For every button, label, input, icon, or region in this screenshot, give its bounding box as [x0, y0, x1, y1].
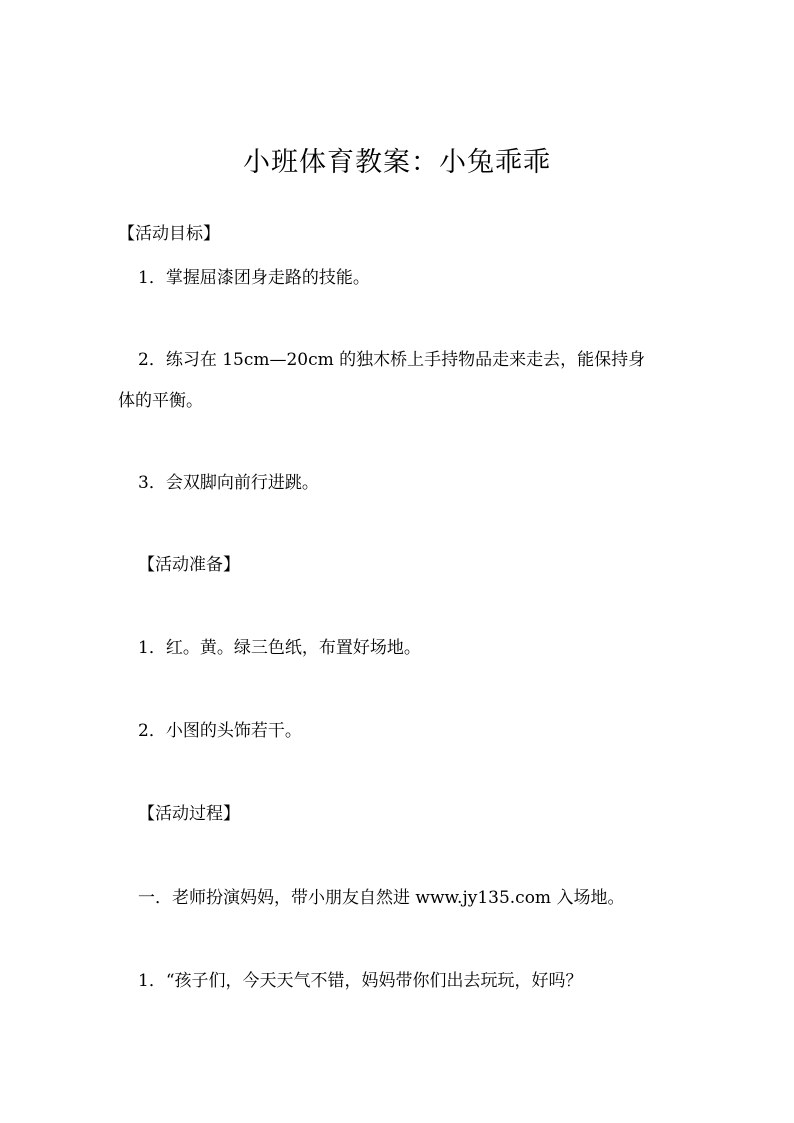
- goal-item-2: 2．练习在 15cm—20cm 的独木桥上手持物品走来走去，能保持身: [138, 350, 646, 370]
- goal-item-2-continuation: 体的平衡。: [118, 391, 203, 411]
- goal-item-3: 3．会双脚向前行进跳。: [138, 473, 319, 493]
- prep-item-2: 2．小图的头饰若干。: [138, 721, 302, 741]
- goal-item-1: 1．掌握屈漆团身走路的技能。: [138, 268, 370, 288]
- section-heading-goals: 【活动目标】: [118, 224, 220, 244]
- document-title: 小班体育教案：小兔乖乖: [243, 147, 551, 178]
- section-heading-preparation: 【活动准备】: [138, 555, 240, 575]
- process-step-1: 一．老师扮演妈妈，带小朋友自然进 www.jy135.com 入场地。: [138, 888, 625, 908]
- prep-item-1: 1．红。黄。绿三色纸，布置好场地。: [138, 638, 421, 658]
- process-step-1-quote: 1．“孩子们，今天天气不错，妈妈带你们出去玩玩，好吗？: [138, 971, 583, 991]
- section-heading-process: 【活动过程】: [138, 804, 240, 824]
